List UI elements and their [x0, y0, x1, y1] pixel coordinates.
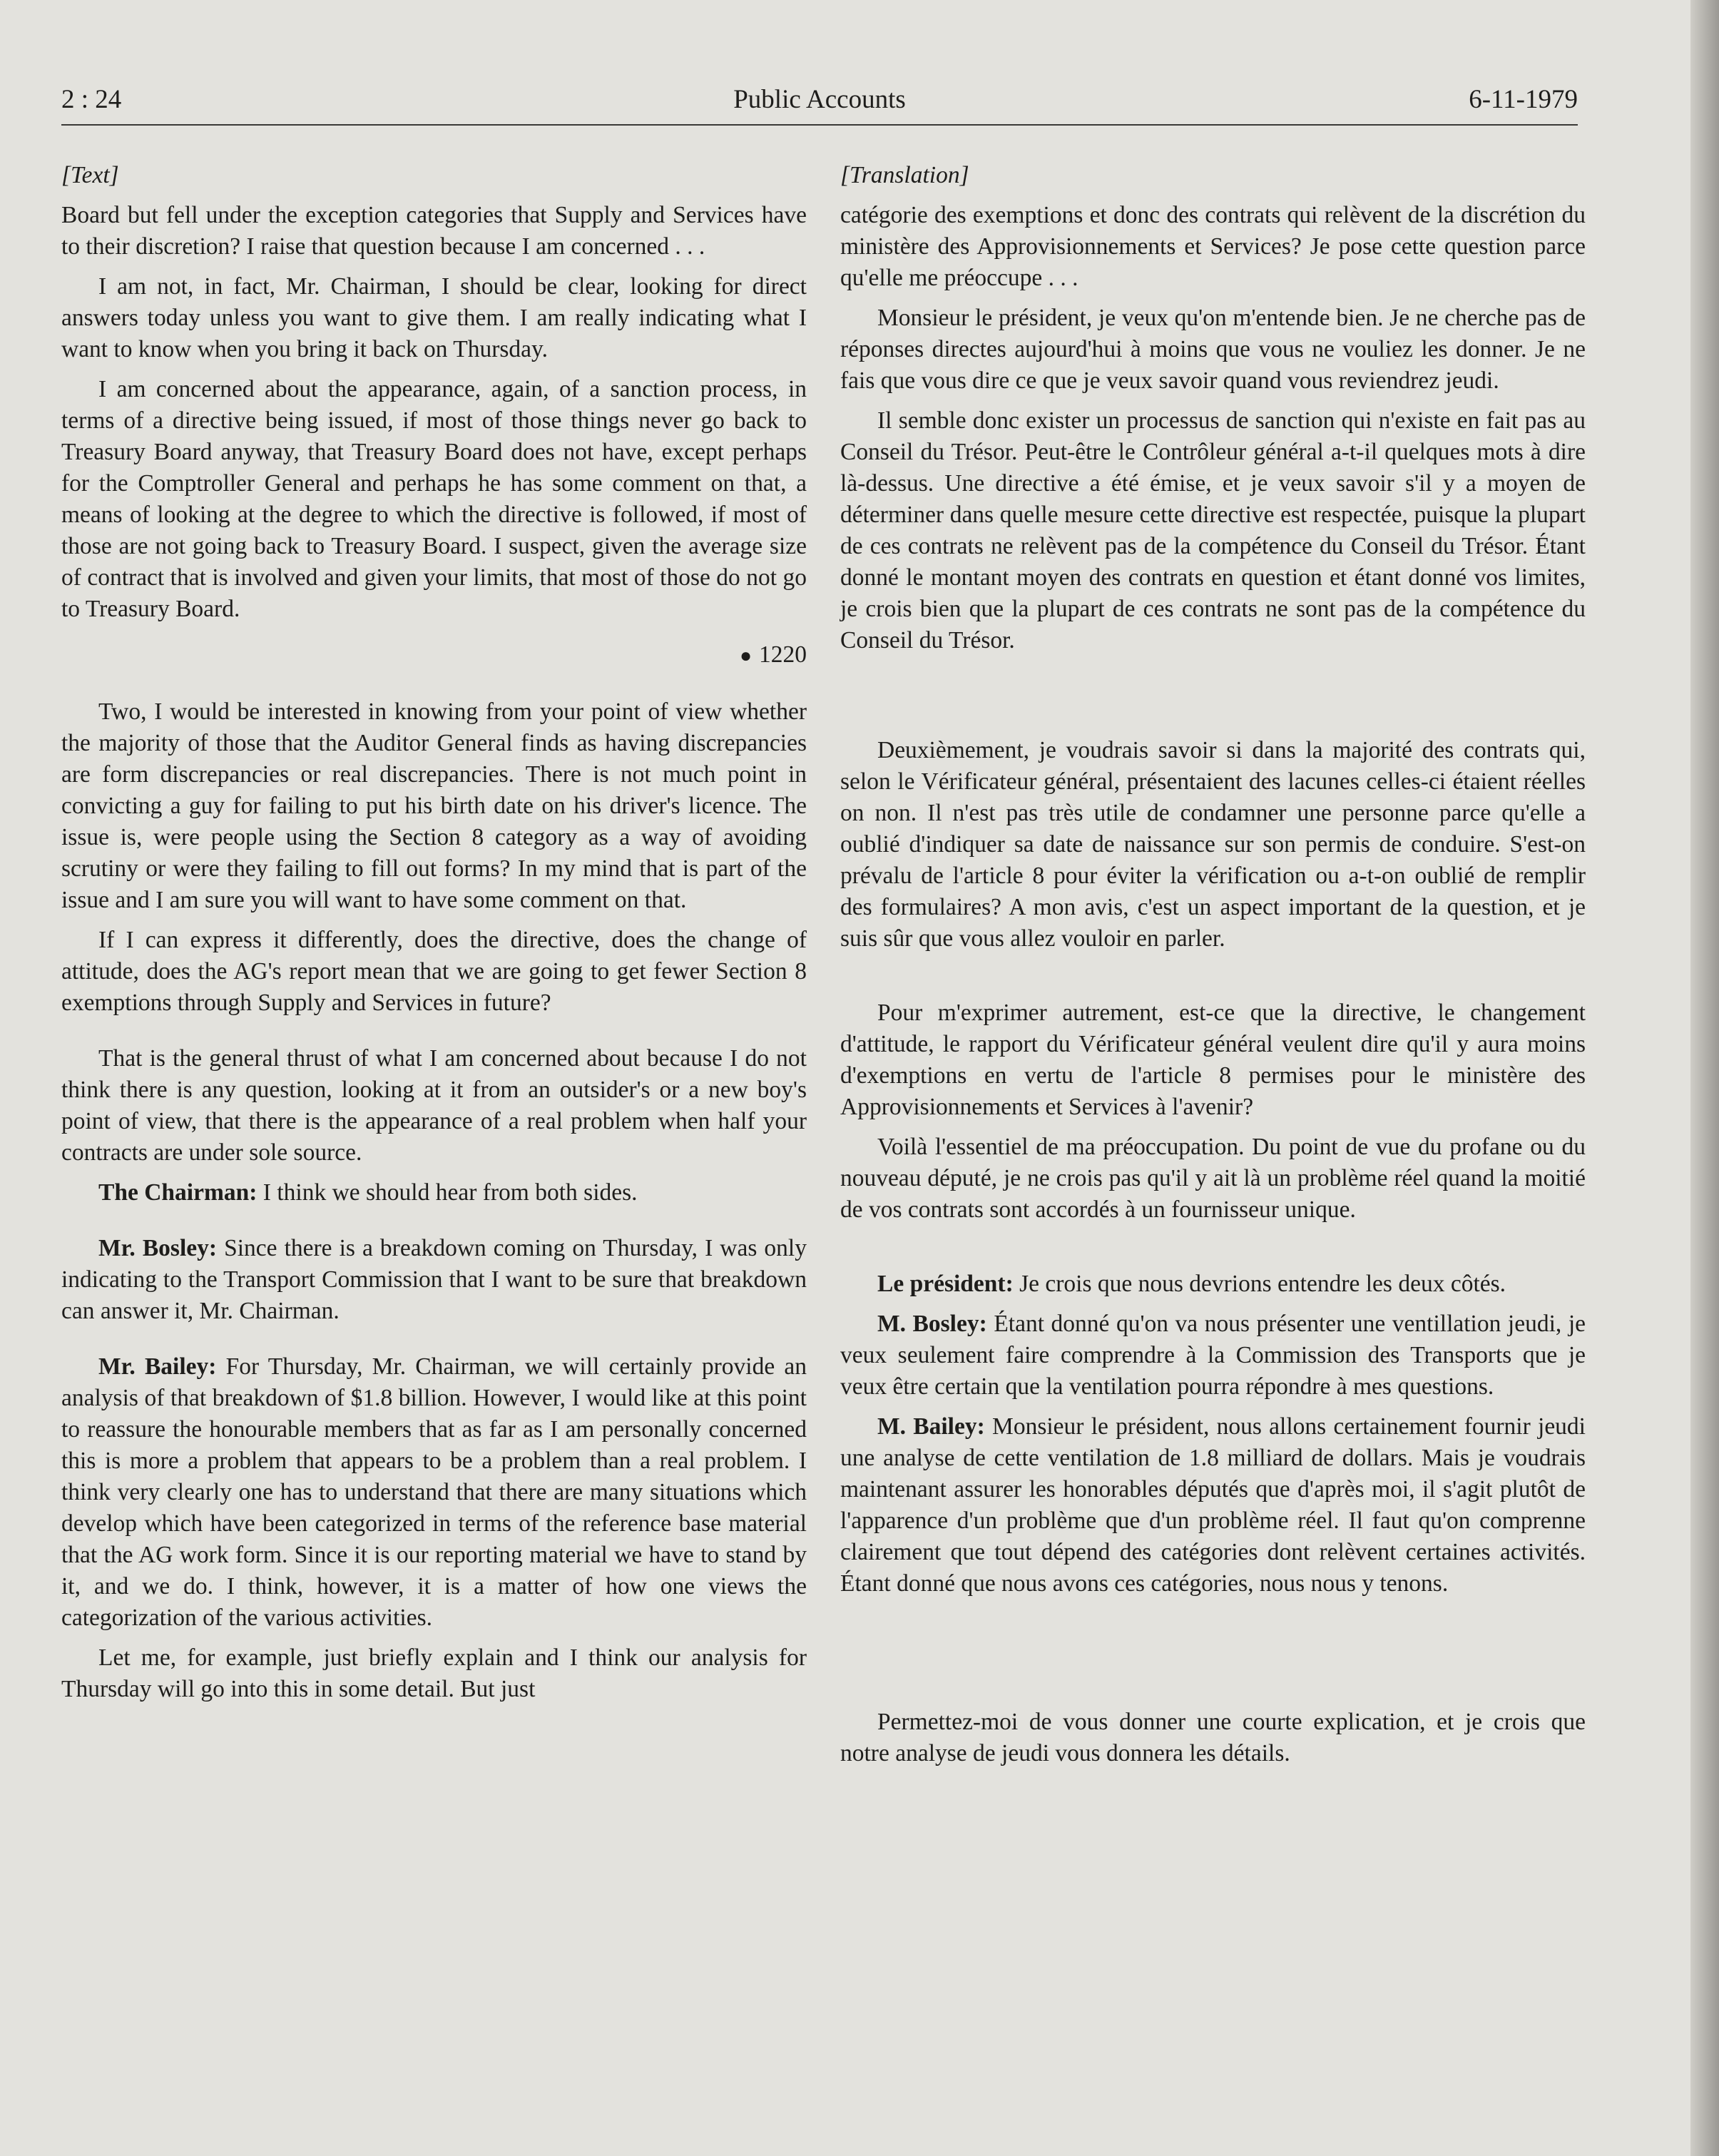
speaker-paragraph: [61, 1177, 807, 1209]
column-label: [Text]: [61, 162, 119, 188]
paragraph: Monsieur le président, je veux qu'on m'entende bien. Je ne cherche pas de réponses directes aujourd'hui à moins que vous ne vouliez les donner. Je ne fais que vous dire ce que je veux savoir quand vous reviendrez jeudi.: [840, 305, 1586, 394]
speaker-name: M. Bosley:: [877, 1311, 987, 1337]
column-label-text: Text: [71, 162, 110, 188]
speaker-text: Je crois que nous devrions entendre les deux côtés.: [1013, 1271, 1506, 1297]
paragraph: If I can express it differently, does the directive, does the change of attitude, does the AG's report mean that we are going to get fewer Section 8 exemptions through Supply and Services in future?: [61, 927, 807, 1016]
speaker-text: I think we should hear from both sides.: [257, 1179, 638, 1206]
speaker-text: Monsieur le président, nous allons certainement fournir jeudi une analyse de cette ventilation de 1.8 milliard de dollars. Mais je voudrais maintenant assurer les honorables députés que d'après moi, il s'agit plutôt de l'apparence d'un problème que d'un problème réel. Il faut qu'on comprenne clairement que tout dépend des catégories dont relèvent certaines activités. Étant donné que nous avons ces catégories, nous nous y tenons.: [840, 1413, 1586, 1597]
paragraph: Voilà l'essentiel de ma préoccupation. Du point de vue du profane ou du nouveau député, je ne crois pas qu'il y ait là un problème réel quand la moitié de vos contrats sont accordés à un fournisseur unique.: [840, 1134, 1586, 1223]
paragraph: Board but fell under the exception categories that Supply and Services have to their discretion? I raise that question because I am concerned . . .: [61, 202, 807, 260]
paragraph: That is the general thrust of what I am concerned about because I do not think there is any question, looking at it from an outsider's or a new boy's point of view, that there is the appearance of a real problem when half your contracts are under sole source.: [61, 1045, 807, 1166]
speaker-text: For Thursday, Mr. Chairman, we will certainly provide an analysis of that breakdown of $1.8 billion. However, I would like at this point to reassure the honourable members that as far as I am personally concerned this is more a problem that appears to be a problem than a real problem. I think very clearly one has to understand that there are many situations which develop which have been categorized in terms of the reference base material that the AG work form. Since it is our reporting material we have to stand by it, and we do. I think, however, it is a matter of how one views the categorization of the various activities.: [61, 1353, 807, 1631]
speaker-paragraph: [840, 1268, 1586, 1300]
paragraph: Il semble donc exister un processus de sanction qui n'existe en fait pas au Conseil du Trésor. Peut-être le Contrôleur général a-t-il quelques mots à dire là-dessus. Une directive a été émise, et je veux savoir s'il y a moyen de déterminer dans quelle mesure cette directive est respectée, puisque la plupart de ces contrats ne relèvent pas de la compétence du Conseil du Trésor. Étant donné le montant moyen des contrats en question et étant donné vos limites, je crois bien que la plupart de ces contrats ne sont pas de la compétence du Conseil du Trésor.: [840, 407, 1586, 654]
time-marker: [61, 639, 807, 672]
header-title: Public Accounts: [733, 85, 906, 114]
speaker-name: Mr. Bailey:: [98, 1353, 217, 1380]
speaker-paragraph: [61, 1351, 807, 1634]
speaker-name: M. Bailey:: [877, 1413, 985, 1440]
column-label: [Translation]: [840, 162, 969, 188]
paragraph: Pour m'exprimer autrement, est-ce que la directive, le changement d'attitude, le rapport du Vérificateur général veulent dire qu'il y aura moins d'exemptions en vertu de l'article 8 permises pour le ministère des Approvisionnements et Services à l'avenir?: [840, 1000, 1586, 1120]
english-column: [61, 160, 807, 2129]
header-date: 6-11-1979: [1469, 85, 1578, 114]
speaker-name: Mr. Bosley:: [98, 1235, 218, 1261]
header-page-number: 2 : 24: [61, 85, 122, 114]
page-header: [61, 84, 1578, 127]
paragraph: Two, I would be interested in knowing from your point of view whether the majority of those that the Auditor General finds as having discrepancies are form discrepancies or real discrepancies. There is not much point in convicting a guy for failing to put his birth date on his driver's licence. The issue is, were people using the Section 8 category as a way of avoiding scrutiny or were they failing to fill out forms? In my mind that is part of the issue and I am sure you will want to have some comment on that.: [61, 698, 807, 913]
speaker-text: Since there is a breakdown coming on Thursday, I was only indicating to the Transport Commission that I want to be sure that breakdown can answer it, Mr. Chairman.: [61, 1235, 807, 1324]
paragraph: Permettez-moi de vous donner une courte explication, et je crois que notre analyse de jeudi vous donnera les détails.: [840, 1709, 1586, 1766]
paragraph: catégorie des exemptions et donc des contrats qui relèvent de la discrétion du ministère des Approvisionnements et Services? Je pose cette question parce qu'elle me préoccupe . . .: [840, 202, 1586, 291]
bullet-icon: ●: [740, 645, 752, 667]
speaker-name: The Chairman:: [98, 1179, 257, 1206]
header-rule: [61, 124, 1578, 126]
paragraph: Deuxièmement, je voudrais savoir si dans la majorité des contrats qui, selon le Vérificateur général, présentaient des lacunes celles-ci étaient réelles on non. Il n'est pas très utile de condamner une personne parce qu'elle a oublié d'indiquer sa date de naissance sur son permis de conduire. S'est-on prévalu de l'article 8 pour éviter la vérification ou a-t-on oublié de remplir des formulaires? A mon avis, c'est un aspect important de la question, et je suis sûr que vous allez vouloir en parler.: [840, 737, 1586, 952]
speaker-text: Étant donné qu'on va nous présenter une ventillation jeudi, je veux seulement faire comprendre à la Commission des Transports que je veux être certain que la ventilation pourra répondre à mes questions.: [840, 1311, 1586, 1400]
speaker-paragraph: [61, 1233, 807, 1327]
speaker-name: Le président:: [877, 1271, 1014, 1297]
paragraph: I am concerned about the appearance, again, of a sanction process, in terms of a directive being issued, if most of those things never go back to Treasury Board anyway, that Treasury Board does not have, except perhaps for the Comptroller General and perhaps he has some comment on that, a means of looking at the degree to which the directive is followed, if most of those are not going back to Treasury Board. I suspect, given the average size of contract that is involved and given your limits, that most of those do not go to Treasury Board.: [61, 376, 807, 622]
paragraph: I am not, in fact, Mr. Chairman, I should be clear, looking for direct answers today unless you want to give them. I am really indicating what I want to know when you bring it back on Thursday.: [61, 273, 807, 362]
french-column: [840, 160, 1586, 2129]
time-marker-text: 1220: [759, 641, 807, 668]
speaker-paragraph: [840, 1308, 1586, 1403]
page-edge-shadow: [1690, 0, 1719, 2156]
column-label-text: Translation: [850, 162, 960, 188]
speaker-paragraph: [840, 1411, 1586, 1600]
paragraph: Let me, for example, just briefly explain and I think our analysis for Thursday will go into this in some detail. But just: [61, 1644, 807, 1702]
